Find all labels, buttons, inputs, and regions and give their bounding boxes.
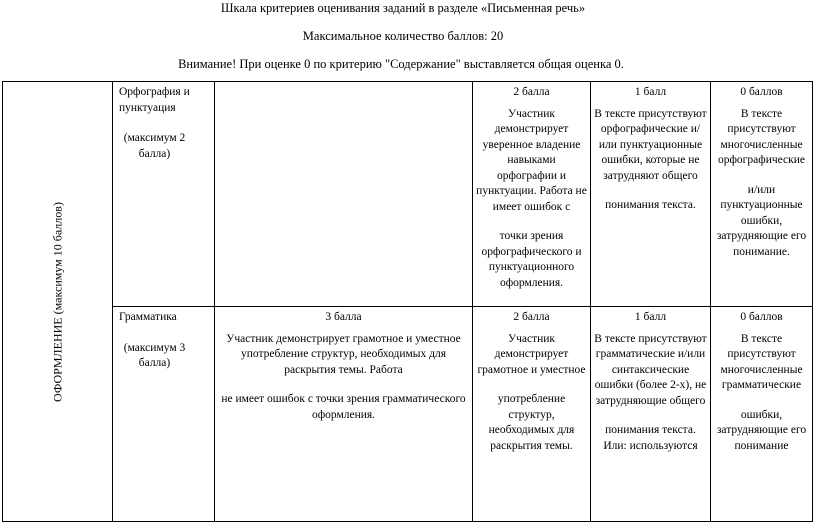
score-label: 1 балл <box>634 311 667 323</box>
criterion-cell <box>113 82 215 307</box>
section-label: ОФОРМЛЕНИЕ (максимум 10 баллов) <box>49 201 64 402</box>
criterion-max: (максимум 3 балла) <box>123 341 186 369</box>
score-cell-3 <box>215 307 473 522</box>
score-cell-1 <box>591 307 711 522</box>
descriptor-text: Участник демонстрирует грамотное и уместное <box>477 332 586 376</box>
descriptor-text: В тексте присутствуют грамматические и/или синтаксические ошибки (более 2-х), не затрудняющие общего <box>594 332 707 407</box>
score-label: 0 баллов <box>740 311 783 323</box>
document-title: Шкала критериев оценивания заданий в разделе «Письменная речь» <box>220 1 586 15</box>
criterion-max: (максимум 2 балла) <box>123 132 186 160</box>
criterion-name: Орфография и пунктуация <box>119 86 190 114</box>
descriptor-text: и/или пунктуационные ошибки, затрудняющие его понимание. <box>716 183 807 258</box>
descriptor-text: точки зрения орфографического и пунктуационного оформления. <box>481 230 582 289</box>
descriptor-text: В тексте присутствуют многочисленные орфографические <box>717 107 805 166</box>
section-label-cell <box>3 82 113 522</box>
score-cell-3 <box>215 82 473 307</box>
descriptor-text: употребление структур, необходимых для раскрытия темы. <box>488 393 575 452</box>
table-row <box>3 82 813 307</box>
score-cell-2 <box>473 82 591 307</box>
descriptor-text: Участник демонстрирует грамотное и уместное употребление структур, необходимых для раскрытия темы. Работа <box>226 332 461 376</box>
criterion-cell <box>113 307 215 522</box>
descriptor-text: ошибки, затрудняющие его понимание <box>716 408 807 452</box>
score-label: 2 балла <box>513 86 550 98</box>
score-cell-0 <box>711 307 813 522</box>
score-label: 0 баллов <box>740 86 783 98</box>
descriptor-text: В тексте присутствуют многочисленные грамматические <box>720 332 803 391</box>
criterion-name: Грамматика <box>119 311 177 323</box>
descriptor-text: понимания текста. Или: используются <box>603 424 698 452</box>
descriptor-text: Участник демонстрирует уверенное владение навыками орфографии и пунктуации. Работа не имеет ошибок с <box>476 107 587 213</box>
descriptor-text: не имеет ошибок с точки зрения грамматического оформления. <box>221 393 466 421</box>
criteria-table <box>2 81 813 522</box>
score-cell-1 <box>591 82 711 307</box>
max-points-line: Максимальное количество баллов: 20 <box>302 29 504 43</box>
warning-line: Внимание! При оценке 0 по критерию "Содержание" выставляется общая оценка 0. <box>178 57 624 71</box>
score-label: 1 балл <box>634 86 667 98</box>
score-cell-2 <box>473 307 591 522</box>
descriptor-text: понимания текста. <box>605 199 696 211</box>
table-row <box>3 307 813 522</box>
score-cell-0 <box>711 82 813 307</box>
score-label: 3 балла <box>325 311 362 323</box>
score-label: 2 балла <box>513 311 550 323</box>
descriptor-text: В тексте присутствуют орфографические и/или пунктуационные ошибки, которые не затрудняют общего <box>594 107 707 182</box>
